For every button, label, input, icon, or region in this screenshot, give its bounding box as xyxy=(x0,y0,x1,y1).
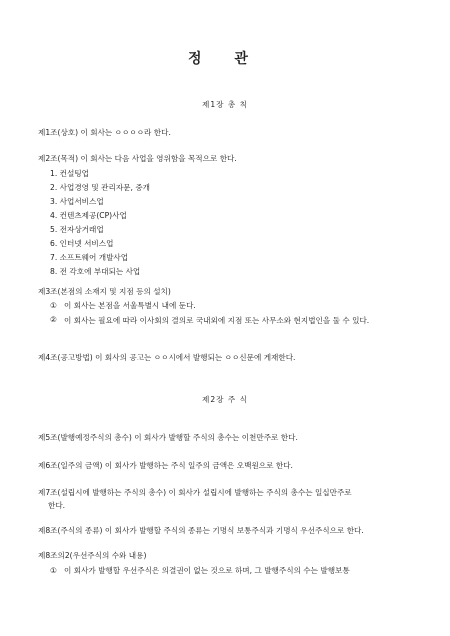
item-text: 이 회사가 발행할 우선주식은 의결권이 없는 것으로 하며, 그 발행주식의 수는 발행보통 xyxy=(64,566,350,575)
article-7-line-1: 제7조(설립시에 발행하는 주식의 총수) 이 회사가 설립시에 발행하는 주식의 총수는 일십만주로 xyxy=(38,488,352,497)
circled-number-marker: ① xyxy=(50,301,57,310)
list-item: 5. 전자상거래업 xyxy=(50,225,104,234)
list-item: 7. 소프트웨어 개발사업 xyxy=(50,253,129,262)
list-item: 3. 사업서비스업 xyxy=(50,197,104,206)
document-title: 정 관 xyxy=(188,51,262,67)
article-8-2-item-1 xyxy=(50,565,420,576)
article-6: 제6조(일주의 금액) 이 회사가 발행하는 주식 일주의 금액은 오백원으로 한다. xyxy=(38,461,293,470)
article-8-2-heading: 제8조의2(우선주식의 수와 내용) xyxy=(38,551,147,560)
list-item: 6. 인터넷 서비스업 xyxy=(50,239,114,248)
article-5: 제5조(발행예정주식의 총수) 이 회사가 발행할 주식의 총수는 이천만주로 한다. xyxy=(38,433,298,442)
article-3-item-1 xyxy=(50,300,420,311)
article-7-line-2: 한다. xyxy=(48,501,66,510)
circled-number-marker: ② xyxy=(50,315,57,324)
list-item: 2. 사업경영 및 관리자문, 중개 xyxy=(50,183,151,192)
circled-number-marker: ① xyxy=(50,566,57,575)
chapter-2-heading: 제2장 주 식 xyxy=(201,395,248,404)
item-text: 이 회사는 필요에 따라 이사회의 결의로 국내외에 지점 또는 사무소와 현지법인을 둘 수 있다. xyxy=(64,316,370,325)
item-text: 이 회사는 본점을 서울특별시 내에 둔다. xyxy=(64,301,196,310)
list-item: 1. 컨설팅업 xyxy=(50,169,90,178)
article-8: 제8조(주식의 종류) 이 회사가 발행할 주식의 종류는 기명식 보통주식과 기명식 우선주식으로 한다. xyxy=(38,526,364,535)
list-item: 4. 컨텐츠제공(CP)사업 xyxy=(50,211,127,220)
list-item: 8. 전 각호에 부대되는 사업 xyxy=(50,267,141,276)
article-1: 제1조(상호) 이 회사는 ㅇㅇㅇㅇ라 한다. xyxy=(38,128,171,137)
article-2-heading: 제2조(목적) 이 회사는 다음 사업을 영위함을 목적으로 한다. xyxy=(38,154,237,163)
article-4: 제4조(공고방법) 이 회사의 공고는 ㅇㅇ시에서 발행되는 ㅇㅇ신문에 게재한다. xyxy=(38,353,296,362)
article-3-item-2 xyxy=(50,314,420,327)
article-3-heading: 제3조(본점의 소재지 및 지점 등의 설치) xyxy=(38,287,171,296)
chapter-1-heading: 제1장 총 칙 xyxy=(201,100,248,109)
